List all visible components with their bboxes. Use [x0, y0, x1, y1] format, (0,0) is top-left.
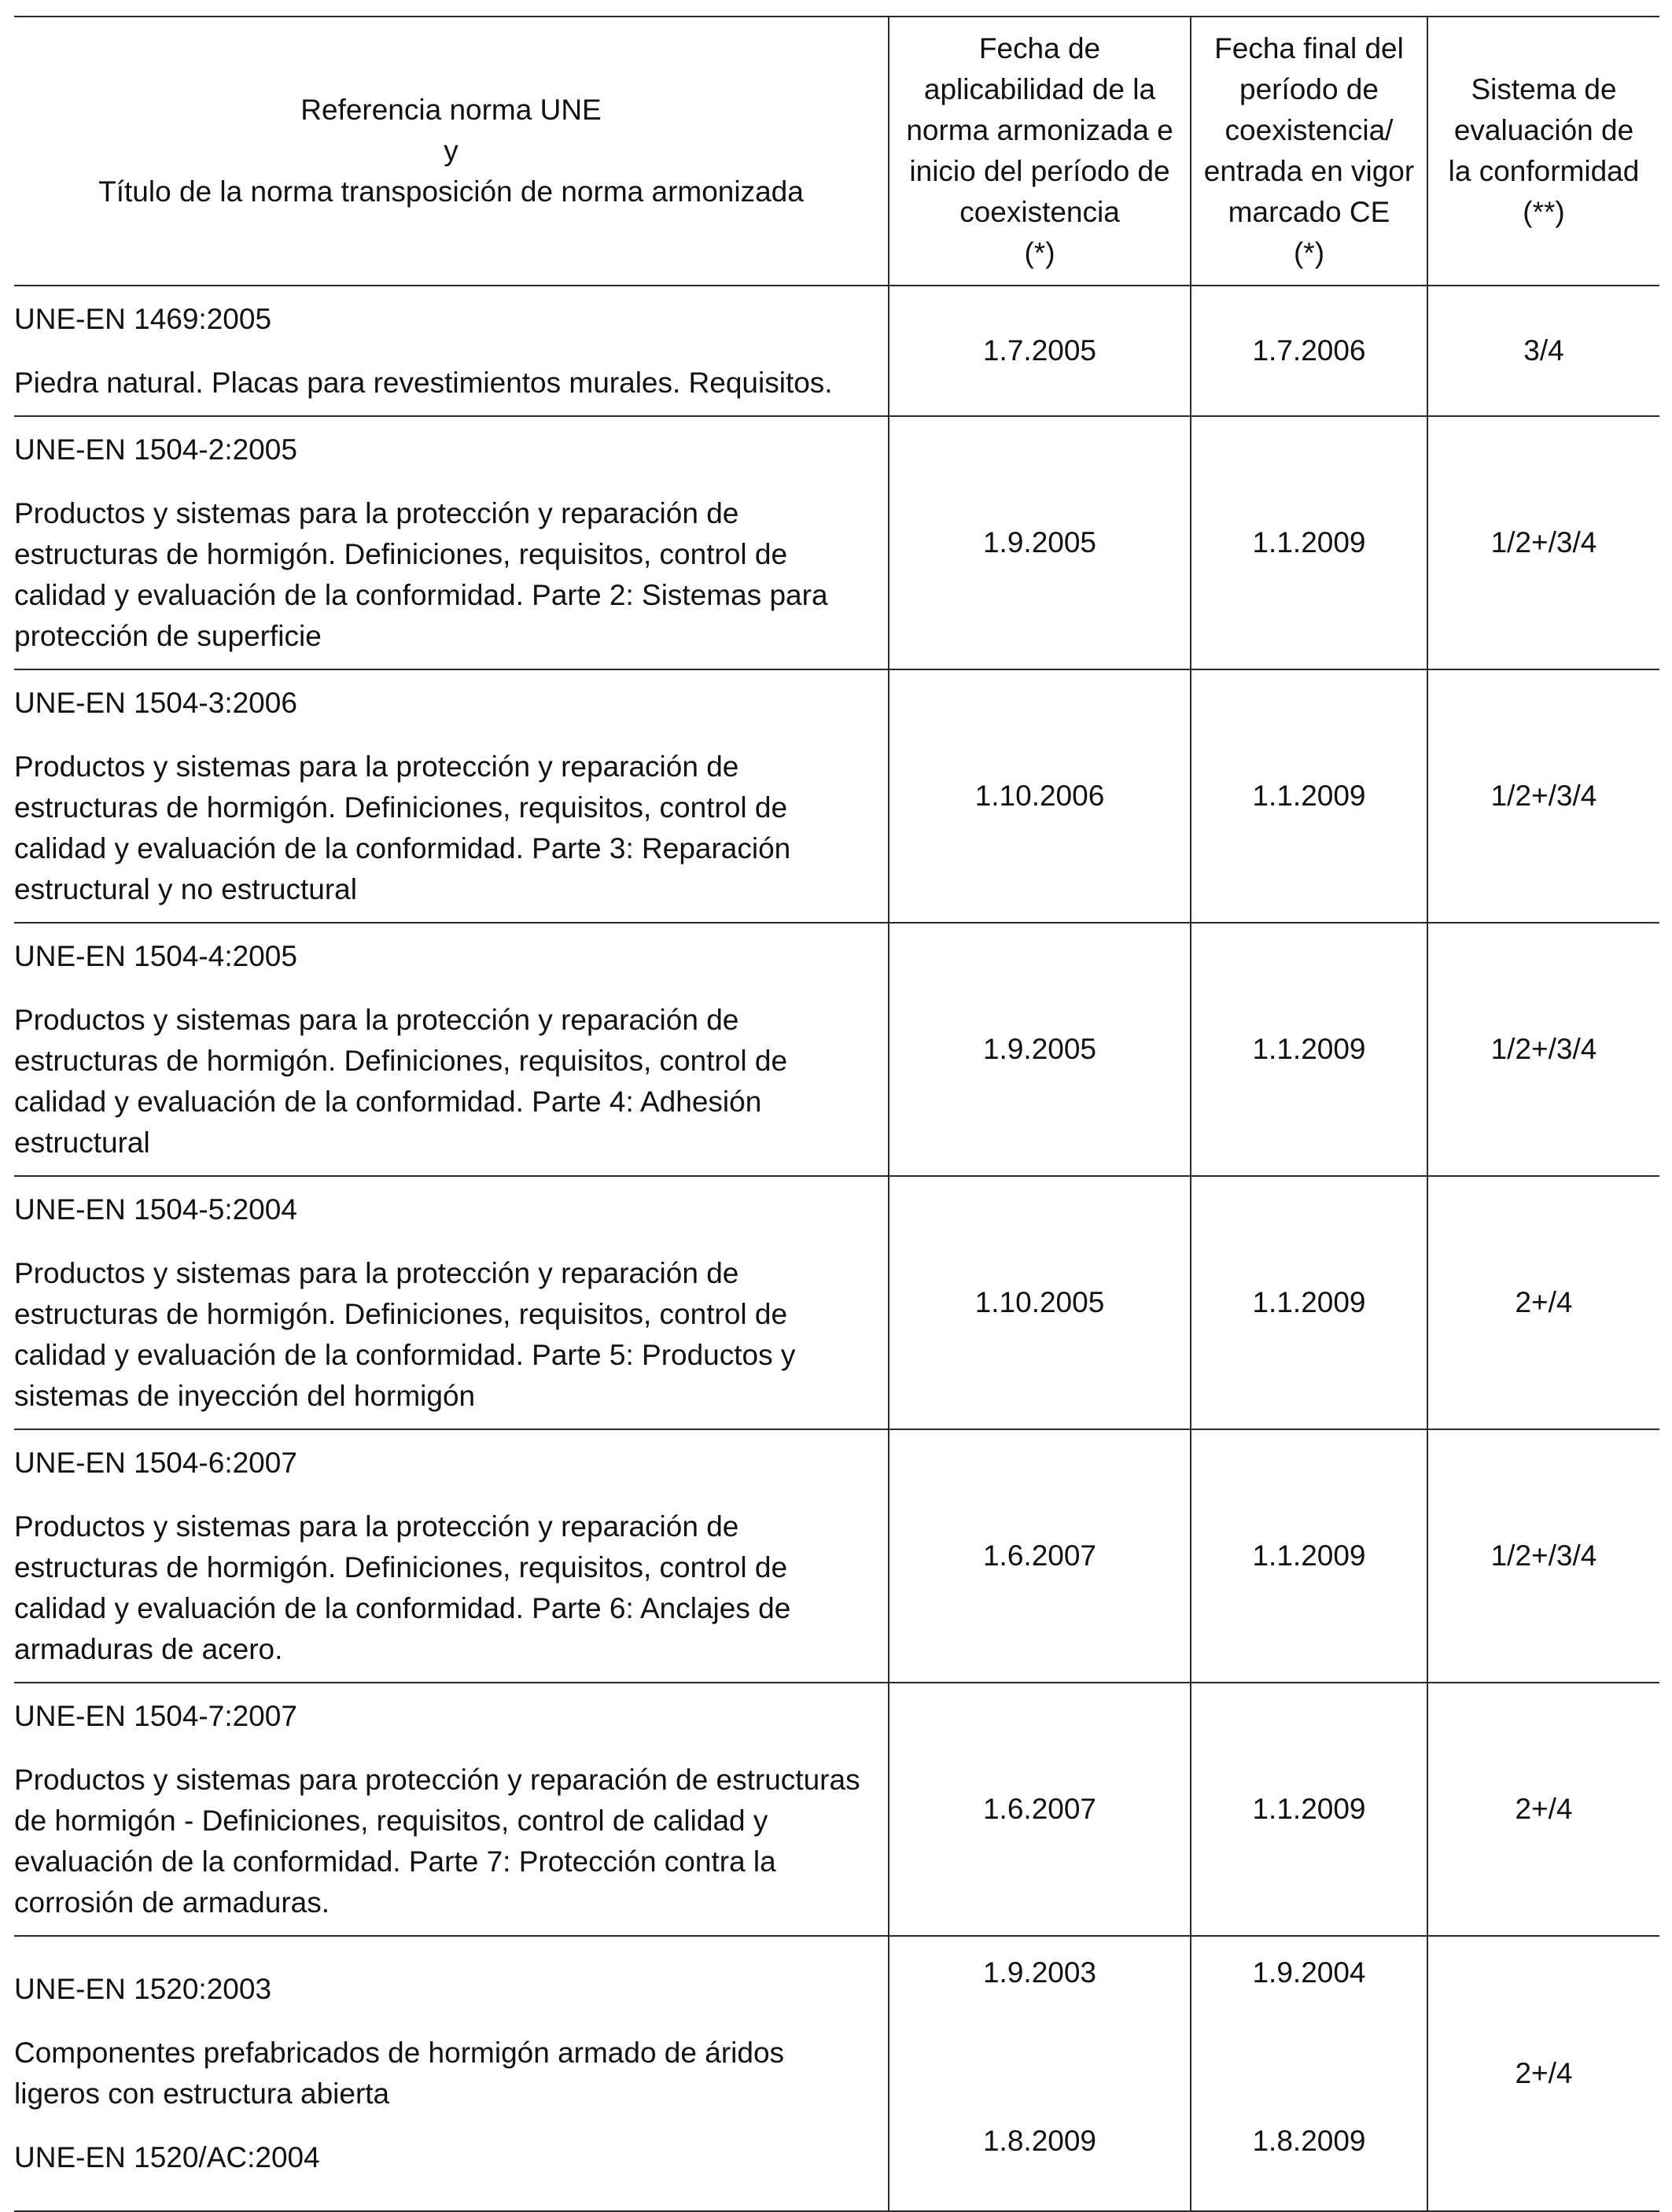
end-date: 1.1.2009 — [1191, 1176, 1427, 1429]
start-date: 1.10.2005 — [889, 1176, 1191, 1429]
end-date: 1.1.2009 — [1191, 923, 1427, 1176]
start-date: 1.6.2007 — [889, 1683, 1191, 1936]
standard-title: Piedra natural. Placas para revestimientos murales. Requisitos. — [14, 366, 833, 399]
standard-code: UNE-EN 1520:2003 — [14, 1973, 272, 2005]
table-row — [14, 923, 1659, 1176]
standard-title: Productos y sistemas para la protección y reparación de estructuras de hormigón. Definiciones, requisitos, control de calidad y evaluación de la conformidad. Parte 6: Anclajes de armaduras de acero. — [14, 1510, 791, 1665]
standard-title: Componentes prefabricados de hormigón armado de áridos ligeros con estructura abierta — [14, 2037, 785, 2110]
start-date: 1.7.2005 — [889, 286, 1191, 416]
reference-cell — [14, 1683, 889, 1936]
standard-title: Productos y sistemas para protección y reparación de estructuras de hormigón - Definiciones, requisitos, control de calidad y evaluación de la conformidad. Parte 7: Protección contra la corrosión de armaduras. — [14, 1763, 860, 1919]
table-row — [14, 669, 1659, 923]
standard-code: UNE-EN 1504-5:2004 — [14, 1193, 297, 1226]
table-row — [14, 1429, 1659, 1683]
reference-cell — [14, 669, 889, 923]
conformity-system: 1/2+/3/4 — [1427, 669, 1659, 923]
standard-code: UNE-EN 1504-6:2007 — [14, 1446, 297, 1479]
start-date: 1.6.2007 — [889, 1429, 1191, 1683]
end-date: 1.1.2009 — [1191, 416, 1427, 669]
start-date: 1.9.2003 — [982, 1956, 1097, 1989]
header-applicability-date: Fecha de aplicabilidad de la norma armonizada e inicio del período de coexistencia (*) — [889, 17, 1191, 286]
reference-cell — [14, 1936, 889, 2211]
conformity-system: 3/4 — [1427, 286, 1659, 416]
end-date-amendment: 1.8.2009 — [1252, 2125, 1366, 2157]
reference-cell — [14, 1429, 889, 1683]
standard-title: Productos y sistemas para la protección y reparación de estructuras de hormigón. Definiciones, requisitos, control de calidad y evaluación de la conformidad. Parte 3: Reparación estructural y no estructural — [14, 750, 791, 905]
end-date: 1.7.2006 — [1191, 286, 1427, 416]
header-end-date: Fecha final del período de coexistencia/ entrada en vigor marcado CE (*) — [1191, 17, 1427, 286]
standards-table — [14, 16, 1659, 2212]
conformity-system: 1/2+/3/4 — [1427, 923, 1659, 1176]
end-date: 1.9.2004 — [1252, 1956, 1366, 1989]
reference-cell — [14, 416, 889, 669]
end-date: 1.1.2009 — [1191, 1429, 1427, 1683]
standard-code-amendment: UNE-EN 1520/AC:2004 — [14, 2141, 320, 2173]
standard-title: Productos y sistemas para la protección y reparación de estructuras de hormigón. Definiciones, requisitos, control de calidad y evaluación de la conformidad. Parte 5: Productos y sistemas de inyección del hormigón — [14, 1256, 796, 1412]
header-row — [14, 17, 1659, 286]
start-date: 1.9.2005 — [889, 416, 1191, 669]
table-row — [14, 1936, 1659, 2211]
conformity-system: 1/2+/3/4 — [1427, 1429, 1659, 1683]
standard-code: UNE-EN 1504-3:2006 — [14, 686, 297, 719]
table-row — [14, 1683, 1659, 1936]
reference-cell — [14, 1176, 889, 1429]
standard-title: Productos y sistemas para la protección y reparación de estructuras de hormigón. Definiciones, requisitos, control de calidad y evaluación de la conformidad. Parte 4: Adhesión estructural — [14, 1003, 788, 1159]
start-date: 1.10.2006 — [889, 669, 1191, 923]
start-date: 1.9.2005 — [889, 923, 1191, 1176]
end-dates — [1191, 1936, 1427, 2211]
reference-cell — [14, 286, 889, 416]
standard-title: Productos y sistemas para la protección y reparación de estructuras de hormigón. Definiciones, requisitos, control de calidad y evaluación de la conformidad. Parte 2: Sistemas para protección de superficie — [14, 496, 828, 652]
table-row — [14, 416, 1659, 669]
conformity-system: 2+/4 — [1427, 1176, 1659, 1429]
conformity-system: 1/2+/3/4 — [1427, 416, 1659, 669]
reference-cell — [14, 923, 889, 1176]
standard-code: UNE-EN 1504-4:2005 — [14, 939, 297, 972]
table-row — [14, 286, 1659, 416]
conformity-system: 2+/4 — [1427, 1936, 1659, 2211]
end-date: 1.1.2009 — [1191, 669, 1427, 923]
header-reference: Referencia norma UNE y Título de la norma transposición de norma armonizada — [14, 17, 889, 286]
standard-code: UNE-EN 1469:2005 — [14, 302, 272, 335]
standard-code: UNE-EN 1504-2:2005 — [14, 433, 297, 466]
start-dates — [889, 1936, 1191, 2211]
start-date-amendment: 1.8.2009 — [982, 2125, 1097, 2157]
standard-code: UNE-EN 1504-7:2007 — [14, 1699, 297, 1732]
end-date: 1.1.2009 — [1191, 1683, 1427, 1936]
conformity-system: 2+/4 — [1427, 1683, 1659, 1936]
table-row — [14, 1176, 1659, 1429]
header-conformity-system: Sistema de evaluación de la conformidad (**) — [1427, 17, 1659, 286]
